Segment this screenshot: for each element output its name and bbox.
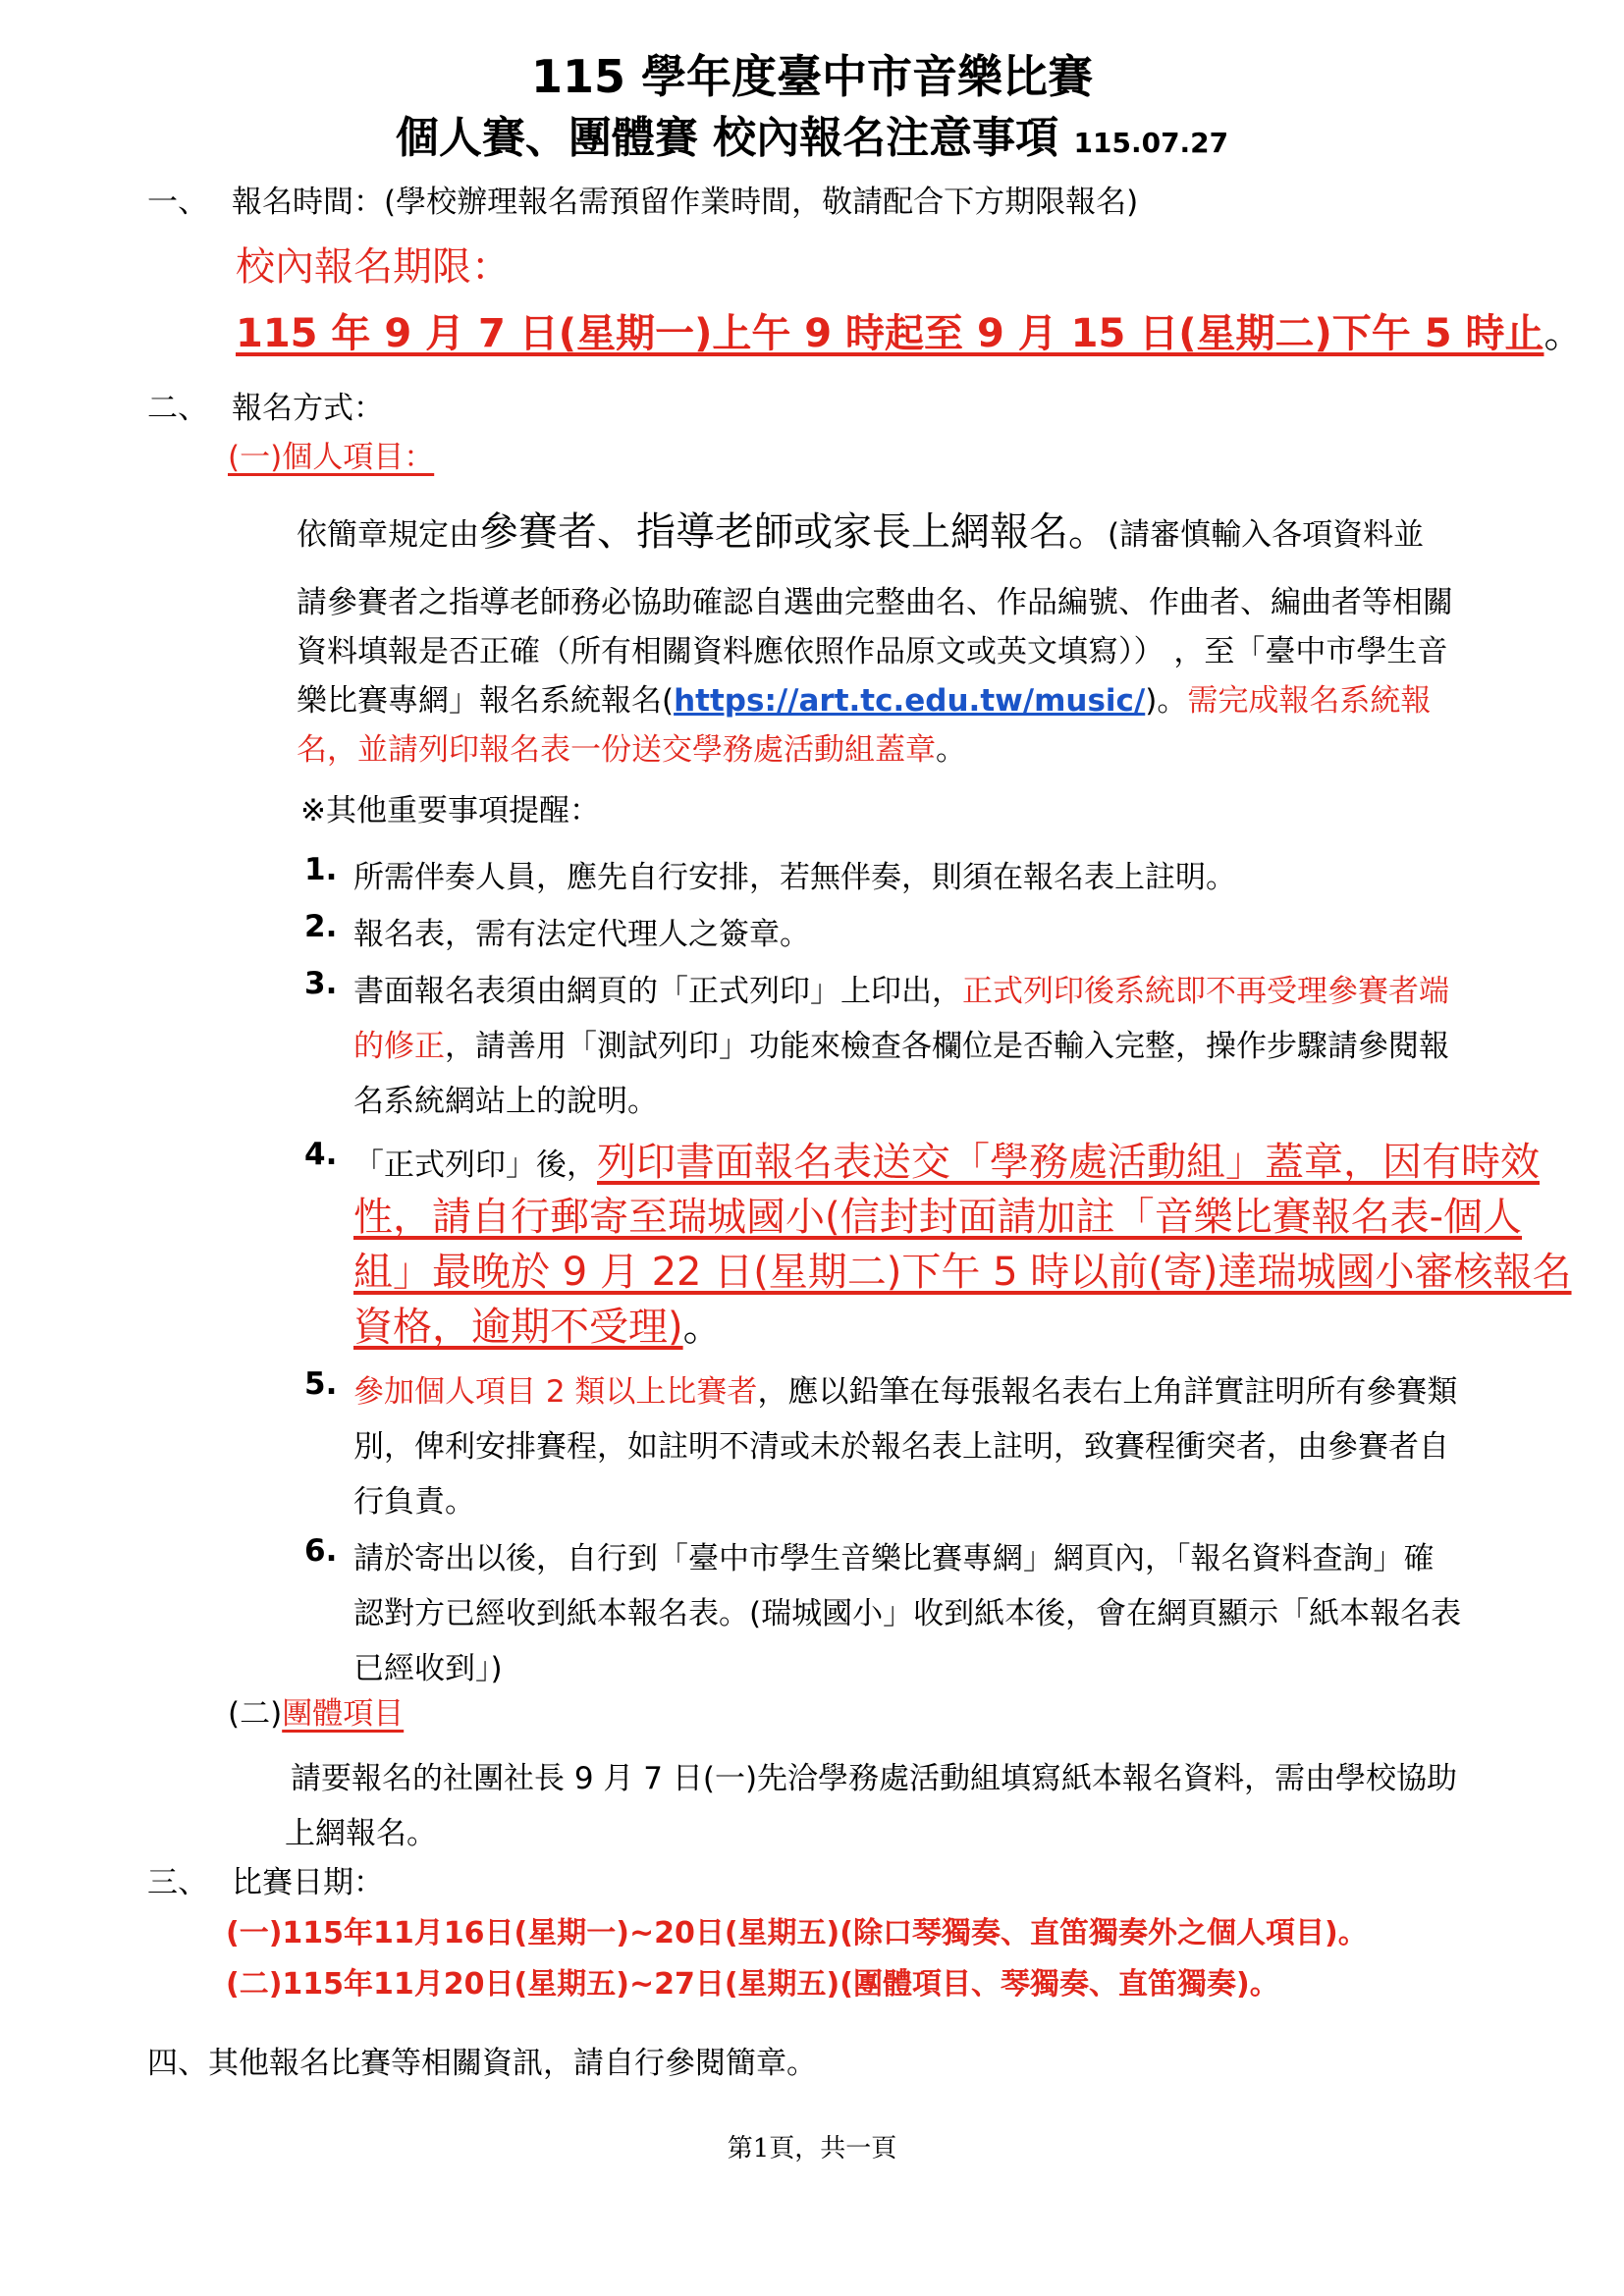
page-footer: 第1頁，共一頁 — [727, 2134, 897, 2163]
section1-label: 報名時間：(學校辦理報名需預留作業時間，敬請配合下方期限報名) — [232, 185, 1139, 220]
list-item-number: 1. — [304, 852, 338, 887]
subtitle-text: 個人賽、團體賽 校內報名注意事項 — [395, 113, 1059, 163]
group-para-line2: 上網報名。 — [285, 1816, 437, 1851]
deadline-label: 校內報名期限： — [236, 244, 511, 290]
item4-l1b: 列印書面報名表送交「學務處活動組」蓋章，因有時效 — [597, 1140, 1540, 1185]
group-heading-text: 團體項目 — [282, 1696, 405, 1732]
list-item-line — [353, 1296, 723, 1352]
p1-a: 依簡章規定由 — [297, 517, 479, 553]
item3-l1a: 書面報名表須由網頁的「正式列印」上印出， — [353, 974, 962, 1009]
item3-l1b: 正式列印後系統即不再受理參賽者端 — [962, 974, 1449, 1009]
list-item-line: 別，俾利安排賽程，如註明不清或未於報名表上註明，致賽程衝突者，由參賽者自 — [353, 1429, 1449, 1465]
p1-c: (請審慎輸入各項資料並 — [1108, 517, 1425, 553]
item3-l2b: ，請善用「測試列印」功能來檢查各欄位是否輸入完整，操作步驟請參閱報 — [445, 1029, 1449, 1064]
list-item-line: 組」最晚於 9 月 22 日(星期二)下午 5 時以前(寄)達瑞城國小審核報名 — [353, 1250, 1572, 1295]
list-item: 請於寄出以後，自行到「臺中市學生音樂比賽專網」網頁內，「報名資料查詢」確 — [353, 1541, 1435, 1576]
deadline-end: 。 — [1543, 311, 1584, 356]
item5-l1b: ，應以鉛筆在每張報名表右上角詳實註明所有參賽類 — [757, 1374, 1458, 1410]
list-item — [353, 1366, 1457, 1411]
item3-l2a: 的修正 — [353, 1029, 445, 1064]
list-item-line — [353, 1021, 1449, 1065]
page-title: 115 學年度臺中市音樂比賽 — [530, 50, 1094, 103]
list-item-number: 4. — [304, 1137, 338, 1172]
section2-number: 二、 — [147, 391, 208, 426]
list-item-number: 6. — [304, 1533, 338, 1569]
individual-heading: (一)個人項目： — [228, 440, 435, 475]
p1-b: 參賽者、指導老師或家長上網報名。 — [479, 509, 1108, 555]
page-subtitle — [0, 102, 1624, 165]
group-para-line1: 請要報名的社團社長 9 月 7 日(一)先洽學務處活動組填寫紙本報名資料，需由學校協助 — [291, 1761, 1458, 1796]
section1-number: 一、 — [147, 185, 208, 220]
item4-l4b: 。 — [682, 1305, 723, 1350]
list-item-number: 5. — [304, 1366, 338, 1402]
section3-label: 比賽日期： — [232, 1865, 384, 1900]
list-item-number: 3. — [304, 966, 338, 1001]
p4-b: )。 — [1145, 683, 1188, 719]
section2-label: 報名方式： — [232, 391, 384, 426]
list-item: 報名表，需有法定代理人之簽章。 — [353, 917, 810, 952]
p5-a: 名，並請列印報名表一份送交學務處活動組蓋章 — [297, 732, 936, 768]
individual-para-line3: 資料填報是否正確（所有相關資料應依照作品原文或英文填寫）） ，至「臺中市學生音 — [297, 634, 1448, 669]
list-item — [353, 1131, 1540, 1187]
registration-link[interactable]: https://art.tc.edu.tw/music/ — [674, 683, 1146, 719]
p5-b: 。 — [936, 732, 966, 768]
deadline-text: 115 年 9 月 7 日(星期一)上午 9 時起至 9 月 15 日(星期二)下午 5 時止 — [236, 311, 1544, 356]
group-heading-num: (二) — [228, 1696, 283, 1732]
list-item-line: 認對方已經收到紙本報名表。(瑞城國小」收到紙本後，會在網頁顯示「紙本報名表 — [353, 1596, 1462, 1631]
p4-c: 需完成報名系統報 — [1187, 683, 1432, 719]
section3-number: 三、 — [147, 1865, 208, 1900]
individual-para-line4 — [297, 675, 1431, 720]
deadline-line — [236, 302, 1583, 358]
individual-para-line2: 請參賽者之指導老師務必協助確認自選曲完整曲名、作品編號、作曲者、編曲者等相關 — [297, 585, 1453, 620]
individual-para-line1 — [297, 501, 1424, 557]
competition-date-2: (二)115年11月20日(星期五)~27日(星期五)(團體項目、琴獨奏、直笛獨奏)。 — [226, 1967, 1279, 2002]
section4-text: 四、其他報名比賽等相關資訊，請自行參閱簡章。 — [147, 2046, 817, 2081]
list-item-number: 2. — [304, 909, 338, 944]
individual-para-line5 — [297, 724, 966, 769]
list-item-line: 性，請自行郵寄至瑞城國小(信封封面請加註「音樂比賽報名表-個人 — [353, 1195, 1523, 1240]
competition-date-1: (一)115年11月16日(星期一)~20日(星期五)(除口琴獨奏、直笛獨奏外之個人項目)。 — [226, 1916, 1368, 1950]
list-item: 所需伴奏人員，應先自行安排，若無伴奏，則須在報名表上註明。 — [353, 860, 1236, 895]
list-item-line: 名系統網站上的說明。 — [353, 1084, 658, 1119]
item4-l4a: 資格，逾期不受理) — [353, 1305, 683, 1350]
document-date: 115.07.27 — [1073, 127, 1229, 159]
item4-l1a: 「正式列印」後， — [353, 1148, 597, 1183]
item5-l1a: 參加個人項目 2 類以上比賽者 — [353, 1374, 758, 1410]
list-item-line: 已經收到」) — [353, 1651, 503, 1686]
group-heading — [228, 1688, 404, 1733]
notes-heading: ※其他重要事項提醒： — [300, 793, 600, 828]
list-item — [353, 966, 1449, 1010]
p4-a: 樂比賽專網」報名系統報名( — [297, 683, 675, 719]
list-item-line: 行負責。 — [353, 1484, 475, 1520]
